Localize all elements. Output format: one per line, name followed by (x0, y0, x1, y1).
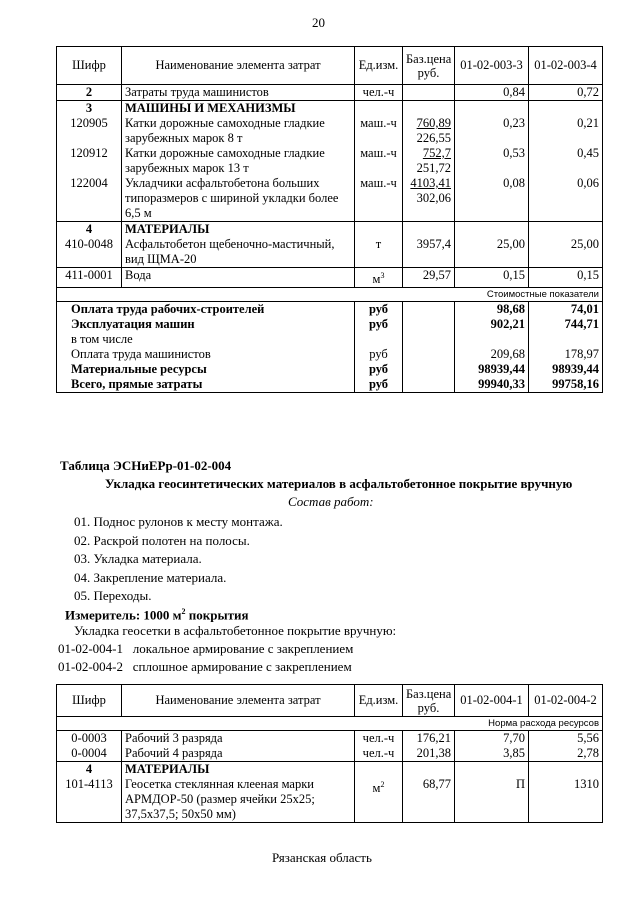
table-title: Таблица ЭСНиЕРр-01-02-004 (60, 458, 232, 473)
table-row: в том числе (57, 332, 603, 347)
header-col-2: 01-02-003-4 (529, 47, 603, 85)
table-row: 3 МАШИНЫ И МЕХАНИЗМЫ (57, 101, 603, 117)
table-row: Всего, прямые затраты руб 99940,33 99758,16 (57, 377, 603, 393)
cost-indicators-header: Стоимостные показатели (57, 288, 603, 302)
works-title: Состав работ: (288, 494, 374, 509)
header-price: Баз.цена руб. (403, 685, 455, 717)
table-row: 410-0048 Асфальтобетон щебеночно-мастичный, вид ЩМА-20 т 3957,4 25,00 25,00 (57, 237, 603, 268)
norm-header: Норма расхода ресурсов (57, 717, 603, 731)
table-row: 4 МАТЕРИАЛЫ (57, 762, 603, 778)
header-code: Шифр (57, 685, 122, 717)
header-col-1: 01-02-004-1 (455, 685, 529, 717)
table-row: Оплата труда машинистов руб 209,68 178,97 (57, 347, 603, 362)
description: Укладка геосетки в асфальтобетонное покрытие вручную: (74, 623, 397, 638)
table-row: Оплата труда рабочих-строителей руб 98,68 74,01 (57, 302, 603, 318)
footer-region: Рязанская область (272, 850, 372, 865)
table-row: Эксплуатация машин руб 902,21 744,71 (57, 317, 603, 332)
table-row: 120905 Катки дорожные самоходные гладкие зарубежных марок 8 т маш.-ч 760,89 226,55 0,23 0,21 (57, 116, 603, 146)
header-unit: Ед.изм. (355, 685, 403, 717)
header-price: Баз.цена руб. (403, 47, 455, 85)
header-col-2: 01-02-004-2 (529, 685, 603, 717)
header-col-1: 01-02-003-3 (455, 47, 529, 85)
work-item: 03. Укладка материала. (74, 551, 202, 566)
table-row: 0-0004 Рабочий 4 разряда чел.-ч 201,38 3,85 2,78 (57, 746, 603, 762)
resource-table-2 (56, 684, 603, 823)
variant-item: 01-02-004-2 сплошное армирование с закреплением (58, 659, 352, 674)
table-row: 101-4113 Геосетка стеклянная клееная марки АРМДОР-50 (размер ячейки 25х25; 37,5х37,5; 50х50 мм) $м^2$ 68,77 П 1310 (57, 777, 603, 823)
header-code: Шифр (57, 47, 122, 85)
table-row: 122004 Укладчики асфальтобетона больших типоразмеров с шириной укладки более 6,5 м маш.-ч 4103,41 302,06 0,08 0,06 (57, 176, 603, 222)
meter: Измеритель: 1000 $м^2$ покрытия (65, 607, 249, 623)
table-row: 120912 Катки дорожные самоходные гладкие зарубежных марок 13 т маш.-ч 752,7 251,72 0,53 0,45 (57, 146, 603, 176)
header-unit: Ед.изм. (355, 47, 403, 85)
header-name: Наименование элемента затрат (122, 685, 355, 717)
work-item: 05. Переходы. (74, 588, 152, 603)
header-name: Наименование элемента затрат (122, 47, 355, 85)
variant-item: 01-02-004-1 локальное армирование с закреплением (58, 641, 354, 656)
table-row: 0-0003 Рабочий 3 разряда чел.-ч 176,21 7,70 5,56 (57, 731, 603, 747)
table-row: 2 Затраты труда машинистов чел.-ч 0,84 0,72 (57, 85, 603, 101)
section-heading: Укладка геосинтетических материалов в асфальтобетонное покрытие вручную (105, 476, 573, 491)
work-item: 02. Раскрой полотен на полосы. (74, 533, 250, 548)
table-row: 411-0001 Вода $м^3$ 29,57 0,15 0,15 (57, 268, 603, 288)
page-number: 20 (312, 15, 325, 30)
table-row: 4 МАТЕРИАЛЫ (57, 222, 603, 238)
work-item: 04. Закрепление материала. (74, 570, 227, 585)
resource-table-1 (56, 46, 603, 393)
table-row: Материальные ресурсы руб 98939,44 98939,44 (57, 362, 603, 377)
work-item: 01. Поднос рулонов к месту монтажа. (74, 514, 283, 529)
